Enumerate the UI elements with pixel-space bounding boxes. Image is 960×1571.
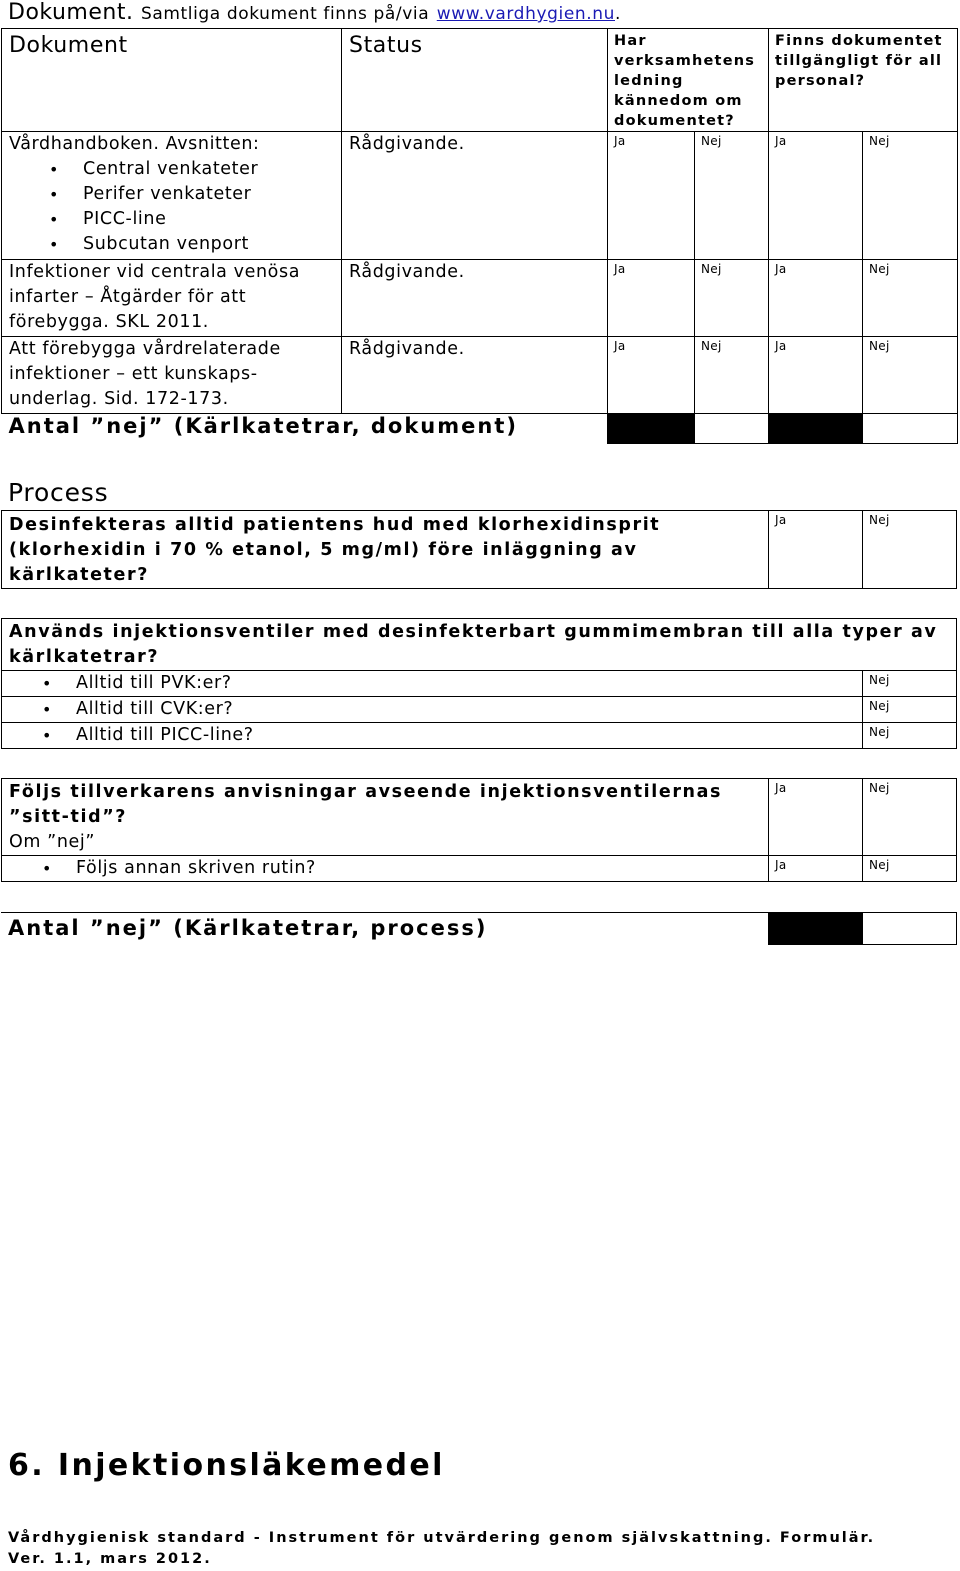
heading-period: . bbox=[615, 4, 622, 24]
process-total-ja-filled bbox=[768, 913, 862, 945]
personal-nej-option[interactable]: Nej bbox=[863, 260, 958, 337]
footer-line-1: Vårdhygienisk standard - Instrument för utvärdering genom självskattning. Formulär. bbox=[8, 1530, 876, 1546]
process-question-2 bbox=[1, 618, 957, 749]
total-personal-nej-field[interactable] bbox=[863, 414, 958, 444]
col-header-status: Status bbox=[342, 29, 608, 132]
q2-item bbox=[2, 723, 863, 749]
ledning-ja-option[interactable]: Ja bbox=[608, 260, 695, 337]
process-question-1 bbox=[1, 510, 957, 589]
process-total-table bbox=[1, 912, 957, 945]
list-item: • Alltid till CVK:er? bbox=[2, 697, 862, 722]
document-cell bbox=[2, 132, 342, 260]
q2-pvk-nej-option[interactable]: Nej bbox=[863, 671, 957, 697]
q3-ja-option[interactable]: Ja bbox=[769, 779, 863, 856]
footer-line-2: Ver. 1.1, mars 2012. bbox=[8, 1551, 212, 1567]
process-total-nej-field[interactable] bbox=[862, 913, 956, 945]
q3-sub-ja-option[interactable]: Ja bbox=[769, 856, 863, 882]
page-subtitle: Samtliga dokument finns på/via bbox=[140, 4, 430, 24]
col-header-dokument: Dokument bbox=[2, 29, 342, 132]
question-cell bbox=[2, 779, 769, 856]
total-label: Antal ”nej” (Kärlkatetrar, dokument) bbox=[8, 414, 518, 438]
q3-nej-option[interactable]: Nej bbox=[863, 779, 957, 856]
document-name: Vårdhandboken. Avsnitten: bbox=[9, 134, 260, 154]
total-ledning-ja-filled bbox=[608, 414, 695, 444]
ledning-nej-option[interactable]: Nej bbox=[695, 132, 769, 260]
document-table bbox=[1, 28, 958, 444]
personal-ja-option[interactable]: Ja bbox=[769, 260, 863, 337]
list-item: • PICC-line bbox=[9, 207, 341, 232]
q2-cvk-nej-option[interactable]: Nej bbox=[863, 697, 957, 723]
table-row bbox=[2, 132, 958, 260]
total-label-cell bbox=[2, 414, 608, 444]
process-total-label-cell bbox=[1, 913, 768, 945]
status-cell: Rådgivande. bbox=[342, 337, 608, 414]
ledning-ja-option[interactable]: Ja bbox=[608, 337, 695, 414]
ledning-nej-option[interactable]: Nej bbox=[695, 260, 769, 337]
ledning-ja-option[interactable]: Ja bbox=[608, 132, 695, 260]
list-item: • Alltid till PICC-line? bbox=[2, 723, 862, 748]
q2-picc-nej-option[interactable]: Nej bbox=[863, 723, 957, 749]
status-cell: Rådgivande. bbox=[342, 132, 608, 260]
personal-ja-option[interactable]: Ja bbox=[769, 337, 863, 414]
personal-nej-option[interactable]: Nej bbox=[863, 337, 958, 414]
list-item: • Alltid till PVK:er? bbox=[2, 671, 862, 696]
page-heading bbox=[8, 0, 621, 25]
om-nej-label: Om ”nej” bbox=[9, 832, 96, 852]
process-total-label: Antal ”nej” (Kärlkatetrar, process) bbox=[8, 916, 488, 940]
q2-item bbox=[2, 671, 863, 697]
section-list bbox=[9, 157, 341, 257]
question-text: Används injektionsventiler med desinfekterbart gummimembran till alla typer av kärlkatetrar? bbox=[2, 619, 957, 671]
table-row bbox=[2, 260, 958, 337]
q3-sub-nej-option[interactable]: Nej bbox=[863, 856, 957, 882]
process-question-3 bbox=[1, 778, 957, 882]
q3-sub-item bbox=[2, 856, 769, 882]
list-item: • Subcutan venport bbox=[9, 232, 341, 257]
total-personal-ja-filled bbox=[769, 414, 863, 444]
question-text: Desinfekteras alltid patientens hud med klorhexidinsprit (klorhexidin i 70 % etanol, 5 mg/ml) före inläggning av kärlkateter? bbox=[2, 511, 769, 589]
col-header-personal: Finns dokumentet tillgängligt för all personal? bbox=[769, 29, 958, 132]
document-name: Att förebygga vårdrelaterade infektioner – ett kunskaps-underlag. Sid. 172-173. bbox=[2, 337, 342, 414]
total-ledning-nej-field[interactable] bbox=[695, 414, 769, 444]
list-item: • Central venkateter bbox=[9, 157, 341, 182]
vardhygien-link[interactable]: www.vardhygien.nu bbox=[436, 4, 615, 24]
status-cell: Rådgivande. bbox=[342, 260, 608, 337]
list-item: • Perifer venkateter bbox=[9, 182, 341, 207]
section-6-heading: 6. Injektionsläkemedel bbox=[8, 1448, 445, 1483]
personal-ja-option[interactable]: Ja bbox=[769, 132, 863, 260]
process-heading: Process bbox=[8, 478, 109, 507]
list-item: • Följs annan skriven rutin? bbox=[2, 856, 768, 881]
q2-item bbox=[2, 697, 863, 723]
page-title: Dokument. bbox=[8, 0, 134, 25]
table-row bbox=[2, 337, 958, 414]
col-header-ledning: Har verksamhetens ledning kännedom om dokumentet? bbox=[608, 29, 769, 132]
personal-nej-option[interactable]: Nej bbox=[863, 132, 958, 260]
ledning-nej-option[interactable]: Nej bbox=[695, 337, 769, 414]
document-name: Infektioner vid centrala venösa infarter – Åtgärder för att förebygga. SKL 2011. bbox=[2, 260, 342, 337]
q1-ja-option[interactable]: Ja bbox=[769, 511, 863, 589]
total-row bbox=[2, 414, 958, 444]
q1-nej-option[interactable]: Nej bbox=[863, 511, 957, 589]
question-text: Följs tillverkarens anvisningar avseende injektionsventilernas ”sitt-tid”? bbox=[9, 782, 723, 827]
